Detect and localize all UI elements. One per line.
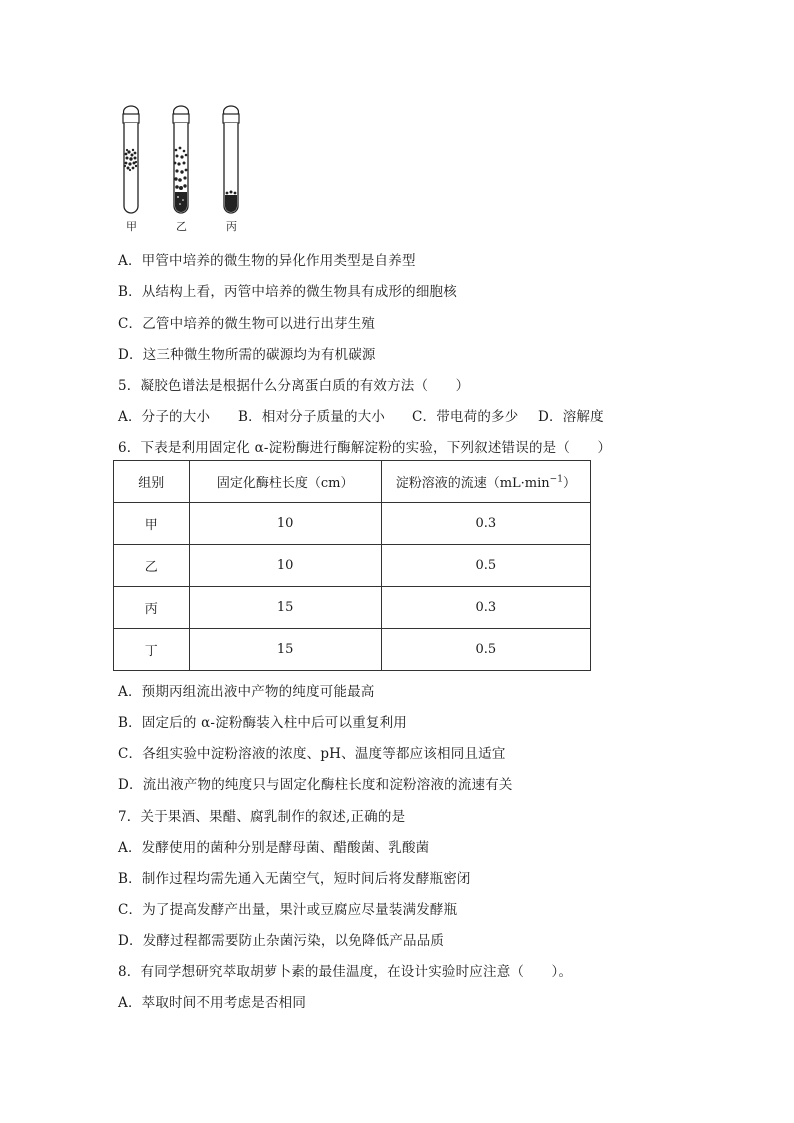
q8-stem: 8．有同学想研究萃取胡萝卜素的最佳温度，在设计实验时应注意（ ）。 xyxy=(118,964,573,980)
q7-option-d: D．发酵过程都需要防止杂菌污染，以免降低产品品质 xyxy=(118,933,445,949)
cell-flow-rate: 0.5 xyxy=(381,629,590,671)
cell-length: 15 xyxy=(189,587,381,629)
tube-label-jia: 甲 xyxy=(126,220,137,233)
tube-bing xyxy=(223,106,239,213)
tube-label-yi: 乙 xyxy=(176,220,187,233)
q4-option-b: B．从结构上看，丙管中培养的微生物具有成形的细胞核 xyxy=(118,284,457,300)
cell-flow-rate: 0.3 xyxy=(381,587,590,629)
header-flow-rate-close: ） xyxy=(562,476,576,491)
q6-option-a: A．预期丙组流出液中产物的纯度可能最高 xyxy=(118,684,375,700)
table-row xyxy=(114,587,591,629)
cell-length: 15 xyxy=(189,629,381,671)
q5-stem: 5．凝胶色谱法是根据什么分离蛋白质的有效方法（ ） xyxy=(118,378,470,394)
cell-group: 丙 xyxy=(114,587,190,629)
q7-option-a: A．发酵使用的菌种分别是酵母菌、醋酸菌、乳酸菌 xyxy=(118,840,430,856)
header-column-length: 固定化酶柱长度（cm） xyxy=(189,461,381,503)
cell-group: 甲 xyxy=(114,503,190,545)
q6-table xyxy=(113,460,591,671)
q7-option-b: B．制作过程均需先通入无菌空气，短时间后将发酵瓶密闭 xyxy=(118,871,471,887)
test-tube-figure xyxy=(112,100,252,235)
q4-option-c: C．乙管中培养的微生物可以进行出芽生殖 xyxy=(118,316,376,332)
header-flow-rate-exponent: −1 xyxy=(549,474,563,485)
cell-group: 乙 xyxy=(114,545,190,587)
cell-group: 丁 xyxy=(114,629,190,671)
cell-length: 10 xyxy=(189,545,381,587)
q8-option-a: A．萃取时间不用考虑是否相同 xyxy=(118,995,307,1011)
q5-option-a: A．分子的大小 xyxy=(118,409,211,425)
q7-option-c: C．为了提高发酵产出量，果汁或豆腐应尽量装满发酵瓶 xyxy=(118,902,458,918)
q4-option-d: D．这三种微生物所需的碳源均为有机碳源 xyxy=(118,347,376,363)
table-header-row xyxy=(114,461,591,503)
table-row xyxy=(114,629,591,671)
cell-length: 10 xyxy=(189,503,381,545)
cell-flow-rate: 0.5 xyxy=(381,545,590,587)
q6-option-c: C．各组实验中淀粉溶液的浓度、pH、温度等都应该相同且适宜 xyxy=(118,746,506,762)
q5-option-c: C．带电荷的多少 xyxy=(412,409,519,425)
header-flow-rate xyxy=(381,461,590,503)
tube-yi xyxy=(173,106,189,213)
tube-label-bing: 丙 xyxy=(226,220,237,233)
header-flow-rate-text: 淀粉溶液的流速（mL·min xyxy=(395,476,550,491)
q6-stem: 6．下表是利用固定化 α-淀粉酶进行酶解淀粉的实验，下列叙述错误的是（ ） xyxy=(118,440,612,456)
q4-option-a: A．甲管中培养的微生物的异化作用类型是自养型 xyxy=(118,253,416,269)
q7-stem: 7．关于果酒、果醋、腐乳制作的叙述,正确的是 xyxy=(118,809,406,825)
tube-jia xyxy=(123,106,139,213)
q6-option-d: D．流出液产物的纯度只与固定化酶柱长度和淀粉溶液的流速有关 xyxy=(118,777,513,793)
table-row xyxy=(114,545,591,587)
test-tubes-illustration xyxy=(112,100,252,235)
q5-option-d: D．溶解度 xyxy=(538,409,604,425)
cell-flow-rate: 0.3 xyxy=(381,503,590,545)
q5-option-b: B．相对分子质量的大小 xyxy=(238,409,386,425)
header-group: 组别 xyxy=(114,461,190,503)
q6-option-b: B．固定后的 α-淀粉酶装入柱中后可以重复利用 xyxy=(118,715,407,731)
table-row xyxy=(114,503,591,545)
